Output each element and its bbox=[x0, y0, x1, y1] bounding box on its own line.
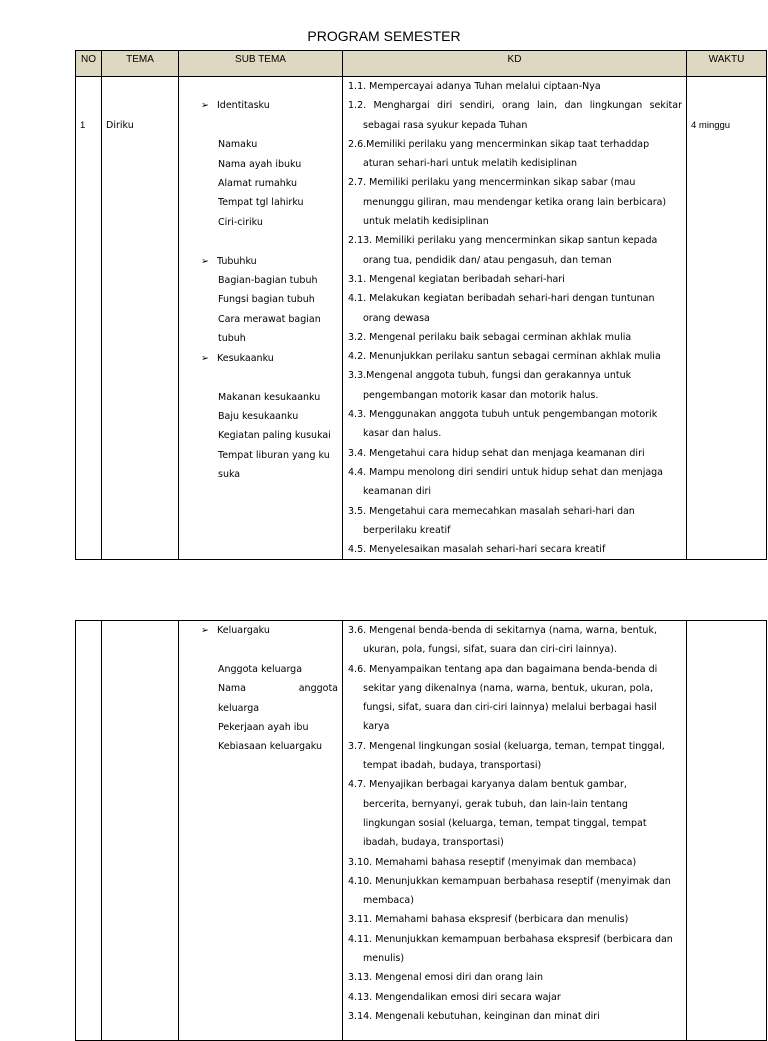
arrow-bullet-icon: ➢ bbox=[201, 352, 209, 364]
kd-line: pengembangan motorik kasar dan motorik halus. bbox=[363, 389, 599, 401]
sub-tema-item: Nama ayah ibuku bbox=[218, 158, 302, 170]
kd-line: 4.3. Menggunakan anggota tubuh untuk pengembangan motorik bbox=[348, 409, 658, 421]
header-no: NO bbox=[76, 51, 102, 77]
table-row bbox=[76, 621, 767, 1041]
sub-tema-item: Tempat tgl lahirku bbox=[218, 197, 304, 209]
sub-tema-item: keluarga bbox=[218, 702, 260, 714]
sub-tema-item: Anggota keluarga bbox=[218, 663, 303, 675]
sub-tema-heading bbox=[179, 96, 342, 115]
table-row bbox=[76, 77, 767, 560]
kd-line: ibadah, budaya, transportasi) bbox=[363, 837, 504, 849]
kd-line: untuk melatih kedisiplinan bbox=[363, 216, 489, 228]
kd-line: orang dewasa bbox=[363, 312, 430, 324]
row-tema-empty bbox=[102, 621, 179, 1041]
kd-line: 3.13. Mengenal emosi diri dan orang lain bbox=[348, 972, 544, 984]
kd-line: menunggu giliran, mau mendengar ketika orang lain berbicara) bbox=[363, 196, 667, 208]
arrow-bullet-icon: ➢ bbox=[201, 625, 209, 636]
kd-line: lingkungan sosial (keluarga, teman, tempat tinggal, tempat bbox=[363, 817, 647, 829]
blank-line bbox=[179, 77, 342, 96]
kd-line: 3.11. Memahami bahasa ekspresif (berbicara dan menulis) bbox=[348, 914, 629, 926]
blank-line bbox=[179, 640, 342, 659]
sub-tema-item: Namaku bbox=[218, 139, 258, 151]
sub-tema-heading bbox=[179, 349, 342, 368]
kd-line: aturan sehari-hari untuk melatih kedisiplinan bbox=[363, 158, 578, 170]
kd-cell bbox=[343, 77, 687, 560]
row-waktu-empty bbox=[687, 621, 767, 1041]
sub-tema-cell bbox=[179, 621, 343, 1041]
kd-line: 1.2. Menghargai diri sendiri, orang lain, dan lingkungan sekitar bbox=[348, 100, 682, 112]
program-table-2 bbox=[75, 620, 767, 1041]
page-title: PROGRAM SEMESTER bbox=[307, 28, 461, 44]
sub-tema-heading-text: Kesukaanku bbox=[217, 352, 274, 364]
kd-line: 3.7. Mengenal lingkungan sosial (keluarga, teman, tempat tinggal, bbox=[348, 740, 665, 752]
row-waktu: 4 minggu bbox=[687, 77, 767, 560]
kd-line: fungsi, sifat, suara dan ciri-ciri lainnya) melalui berbagai hasil bbox=[363, 702, 657, 714]
kd-line: keamanan diri bbox=[363, 486, 432, 498]
row-no-empty bbox=[76, 621, 102, 1041]
header-waktu: WAKTU bbox=[687, 51, 767, 77]
kd-line: tempat ibadah, budaya, transportasi) bbox=[363, 760, 542, 772]
table-header-row bbox=[76, 51, 767, 77]
kd-line: 4.1. Melakukan kegiatan beribadah sehari-hari dengan tuntunan bbox=[348, 293, 655, 305]
sub-tema-cell bbox=[179, 77, 343, 560]
sub-tema-item: Makanan kesukaanku bbox=[218, 391, 321, 403]
program-table-1 bbox=[75, 50, 767, 560]
kd-line: 4.6. Menyampaikan tentang apa dan bagaimana benda-benda di bbox=[348, 663, 658, 675]
kd-line: 3.3.Mengenal anggota tubuh, fungsi dan gerakannya untuk bbox=[348, 370, 632, 382]
kd-line: 3.14. Mengenali kebutuhan, keinginan dan minat diri bbox=[348, 1010, 600, 1022]
sub-tema-item: Cara merawat bagian bbox=[218, 313, 321, 325]
kd-line: sebagai rasa syukur kepada Tuhan bbox=[363, 119, 528, 131]
kd-line: 4.2. Menunjukkan perilaku santun sebagai cerminan akhlak mulia bbox=[348, 351, 661, 363]
kd-line: sekitar yang dikenalnya (nama, warna, bentuk, ukuran, pola, bbox=[363, 682, 653, 694]
kd-line: membaca) bbox=[363, 895, 414, 907]
kd-line: 2.7. Memiliki perilaku yang mencerminkan sikap sabar (mau bbox=[348, 177, 636, 189]
kd-cell bbox=[343, 621, 687, 1041]
kd-line: bercerita, bernyanyi, gerak tubuh, dan lain-lain tentang bbox=[363, 798, 628, 810]
header-kd: KD bbox=[343, 51, 687, 77]
header-sub-tema: SUB TEMA bbox=[179, 51, 343, 77]
kd-line: 3.2. Mengenal perilaku baik sebagai cerminan akhlak mulia bbox=[348, 331, 632, 343]
kd-line: orang tua, pendidik dan/ atau pengasuh, dan teman bbox=[363, 254, 612, 266]
kd-line: 3.10. Memahami bahasa reseptif (menyimak dan membaca) bbox=[348, 856, 637, 868]
sub-tema-item: Nama anggota bbox=[218, 683, 338, 695]
sub-tema-item: Kebiasaan keluargaku bbox=[218, 741, 323, 753]
sub-tema-heading-text: Identitasku bbox=[217, 100, 270, 112]
kd-line: 4.10. Menunjukkan kemampuan berbahasa reseptif (menyimak dan bbox=[348, 875, 671, 887]
sub-tema-item: Tempat liburan yang ku bbox=[218, 449, 330, 461]
sub-tema-heading bbox=[179, 252, 342, 271]
kd-line: 4.5. Menyelesaikan masalah sehari-hari secara kreatif bbox=[348, 544, 606, 556]
kd-line: 2.13. Memiliki perilaku yang mencerminkan sikap santun kepada bbox=[348, 235, 658, 247]
kd-line: 4.4. Mampu menolong diri sendiri untuk hidup sehat dan menjaga bbox=[348, 466, 664, 478]
kd-line: menulis) bbox=[363, 953, 405, 965]
row-tema: Diriku bbox=[102, 77, 179, 560]
row-no: 1 bbox=[76, 77, 102, 560]
kd-line: 2.6.Memiliki perilaku yang mencerminkan sikap taat terhaddap bbox=[348, 138, 650, 150]
kd-line: 3.1. Mengenal kegiatan beribadah sehari-hari bbox=[348, 273, 565, 285]
sub-tema-item: tubuh bbox=[218, 333, 246, 345]
kd-line: karya bbox=[363, 721, 390, 733]
sub-tema-item: Kegiatan paling kusukai bbox=[218, 430, 331, 442]
sub-tema-item: Bagian-bagian tubuh bbox=[218, 275, 318, 287]
kd-line: 3.6. Mengenal benda-benda di sekitarnya (nama, warna, bentuk, bbox=[348, 625, 657, 636]
kd-line: 4.13. Mengendalikan emosi diri secara wajar bbox=[348, 991, 561, 1003]
sub-tema-heading-text: Tubuhku bbox=[217, 255, 257, 267]
header-tema: TEMA bbox=[102, 51, 179, 77]
sub-tema-item: Fungsi bagian tubuh bbox=[218, 294, 315, 306]
sub-tema-item: Pekerjaan ayah ibu bbox=[218, 722, 309, 734]
sub-tema-item: Ciri-ciriku bbox=[218, 216, 263, 228]
kd-line: 3.5. Mengetahui cara memecahkan masalah sehari-hari dan bbox=[348, 505, 635, 517]
sub-tema-item: Baju kesukaanku bbox=[218, 410, 299, 422]
blank-line bbox=[179, 116, 342, 135]
kd-line: 1.1. Mempercayai adanya Tuhan melalui ciptaan-Nya bbox=[348, 81, 601, 92]
kd-line: 4.11. Menunjukkan kemampuan berbahasa ekspresif (berbicara dan bbox=[348, 933, 673, 945]
sub-tema-item: Alamat rumahku bbox=[218, 178, 298, 190]
blank-line bbox=[179, 232, 342, 251]
sub-tema-heading-text: Keluargaku bbox=[217, 625, 270, 636]
kd-line: 3.4. Mengetahui cara hidup sehat dan menjaga keamanan diri bbox=[348, 447, 645, 459]
sub-tema-heading bbox=[179, 621, 342, 640]
blank-line bbox=[179, 368, 342, 387]
arrow-bullet-icon: ➢ bbox=[201, 255, 209, 267]
kd-line: kasar dan halus. bbox=[363, 428, 442, 440]
kd-line: 4.7. Menyajikan berbagai karyanya dalam bentuk gambar, bbox=[348, 779, 627, 791]
arrow-bullet-icon: ➢ bbox=[201, 100, 209, 112]
sub-tema-item: suka bbox=[218, 469, 241, 481]
kd-line: ukuran, pola, fungsi, sifat, suara dan ciri-ciri lainnya). bbox=[363, 644, 617, 656]
kd-line: berperilaku kreatif bbox=[363, 524, 451, 536]
